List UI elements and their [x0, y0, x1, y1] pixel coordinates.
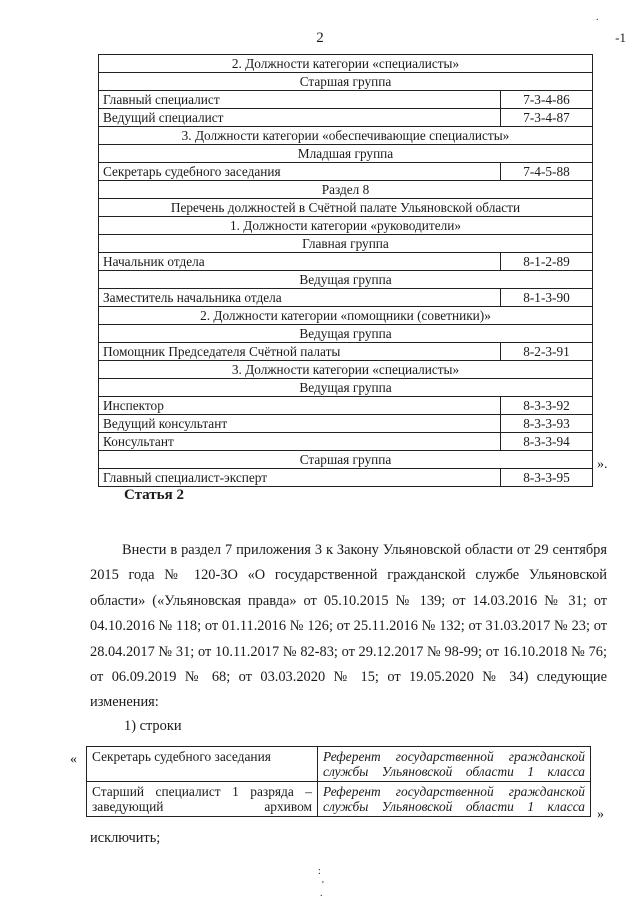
excerpt-rank-cell: Референт государственной гражданской службы Ульяновской области 1 класса — [318, 782, 591, 817]
position-code-cell: 8-3-3-92 — [501, 397, 593, 415]
section-header-cell: 2. Должности категории «помощники (советники)» — [99, 307, 593, 325]
position-code-cell: 8-3-3-94 — [501, 433, 593, 451]
table-section-header-row — [99, 127, 593, 145]
position-name-cell: Помощник Председателя Счётной палаты — [99, 343, 501, 361]
table-position-row — [99, 91, 593, 109]
position-code-cell: 8-3-3-93 — [501, 415, 593, 433]
table-section-header-row — [99, 199, 593, 217]
position-code-cell: 7-3-4-87 — [501, 109, 593, 127]
section-header-cell: Ведущая группа — [99, 379, 593, 397]
position-code-cell: 8-3-3-95 — [501, 469, 593, 487]
excerpt-row — [87, 747, 591, 782]
table-position-row — [99, 253, 593, 271]
table-position-row — [99, 397, 593, 415]
table-position-row — [99, 109, 593, 127]
section-header-cell: Главная группа — [99, 235, 593, 253]
section-header-cell: 1. Должности категории «руководители» — [99, 217, 593, 235]
section-header-cell: 3. Должности категории «обеспечивающие специалисты» — [99, 127, 593, 145]
table-section-header-row — [99, 73, 593, 91]
section-header-cell: Перечень должностей в Счётной палате Ульяновской области — [99, 199, 593, 217]
position-name-cell: Главный специалист — [99, 91, 501, 109]
table-section-header-row — [99, 217, 593, 235]
position-name-cell: Начальник отдела — [99, 253, 501, 271]
page-number: 2 — [316, 30, 324, 46]
table-section-header-row — [99, 181, 593, 199]
scan-speck: : — [318, 866, 321, 877]
excerpt-position-cell: Старший специалист 1 разряда – заведующий архивом — [87, 782, 318, 817]
table-position-row — [99, 469, 593, 487]
section-header-cell: Раздел 8 — [99, 181, 593, 199]
scan-speck: . — [596, 12, 599, 23]
table-section-header-row — [99, 55, 593, 73]
position-name-cell: Консультант — [99, 433, 501, 451]
excerpt-position-cell: Секретарь судебного заседания — [87, 747, 318, 782]
table-position-row — [99, 163, 593, 181]
table-position-row — [99, 415, 593, 433]
table-section-header-row — [99, 325, 593, 343]
item-label: 1) строки — [124, 718, 182, 734]
excerpt-table — [86, 746, 591, 817]
excerpt-open-quote: « — [70, 752, 77, 767]
table-position-row — [99, 289, 593, 307]
section-header-cell: Ведущая группа — [99, 325, 593, 343]
position-code-cell: 7-4-5-88 — [501, 163, 593, 181]
scan-speck: . — [320, 888, 323, 899]
table-section-header-row — [99, 451, 593, 469]
position-code-cell: 8-2-3-91 — [501, 343, 593, 361]
table-section-header-row — [99, 145, 593, 163]
position-name-cell: Главный специалист-эксперт — [99, 469, 501, 487]
table-position-row — [99, 343, 593, 361]
table-position-row — [99, 433, 593, 451]
position-code-cell: 7-3-4-86 — [501, 91, 593, 109]
table-section-header-row — [99, 235, 593, 253]
table-section-header-row — [99, 271, 593, 289]
section-header-cell: Старшая группа — [99, 73, 593, 91]
position-name-cell: Секретарь судебного заседания — [99, 163, 501, 181]
corner-mark: -1 — [615, 30, 626, 45]
article-title: Статья 2 — [124, 487, 184, 503]
excerpt-rank-cell: Референт государственной гражданской службы Ульяновской области 1 класса — [318, 747, 591, 782]
final-word: исключить; — [90, 830, 161, 846]
section-header-cell: Ведущая группа — [99, 271, 593, 289]
excerpt-row — [87, 782, 591, 817]
table-closing-quote: ». — [597, 457, 608, 472]
scan-speck: ' — [322, 880, 324, 891]
excerpt-close-quote: » — [597, 807, 604, 822]
body-paragraph — [90, 538, 607, 716]
position-name-cell: Ведущий консультант — [99, 415, 501, 433]
positions-table — [98, 54, 593, 487]
body-paragraph-text: Внести в раздел 7 приложения 3 к Закону Ульяновской области от 29 сентября 2015 года № 120-ЗО «О государственной гражданской службе Ульяновской области» («Ульяновская правда» от 05.10.2015 № 139; от 14.03.2016 № 31; от 04.10.2016 № 118; от 01.11.2016 № 126; от 25.11.2016 № 132; от 31.03.2017 № 23; от 28.04.2017 № 31; от 10.11.2017 № 82-83; от 29.12.2017 № 98-99; от 16.10.2018 № 76; от 06.09.2019 № 68; от 03.03.2020 № 15; от 19.05.2020 № 34) следующие изменения: — [90, 542, 607, 711]
position-name-cell: Инспектор — [99, 397, 501, 415]
position-name-cell: Ведущий специалист — [99, 109, 501, 127]
table-section-header-row — [99, 379, 593, 397]
position-code-cell: 8-1-3-90 — [501, 289, 593, 307]
position-name-cell: Заместитель начальника отдела — [99, 289, 501, 307]
section-header-cell: 3. Должности категории «специалисты» — [99, 361, 593, 379]
section-header-cell: Старшая группа — [99, 451, 593, 469]
section-header-cell: Младшая группа — [99, 145, 593, 163]
table-section-header-row — [99, 361, 593, 379]
table-section-header-row — [99, 307, 593, 325]
position-code-cell: 8-1-2-89 — [501, 253, 593, 271]
section-header-cell: 2. Должности категории «специалисты» — [99, 55, 593, 73]
